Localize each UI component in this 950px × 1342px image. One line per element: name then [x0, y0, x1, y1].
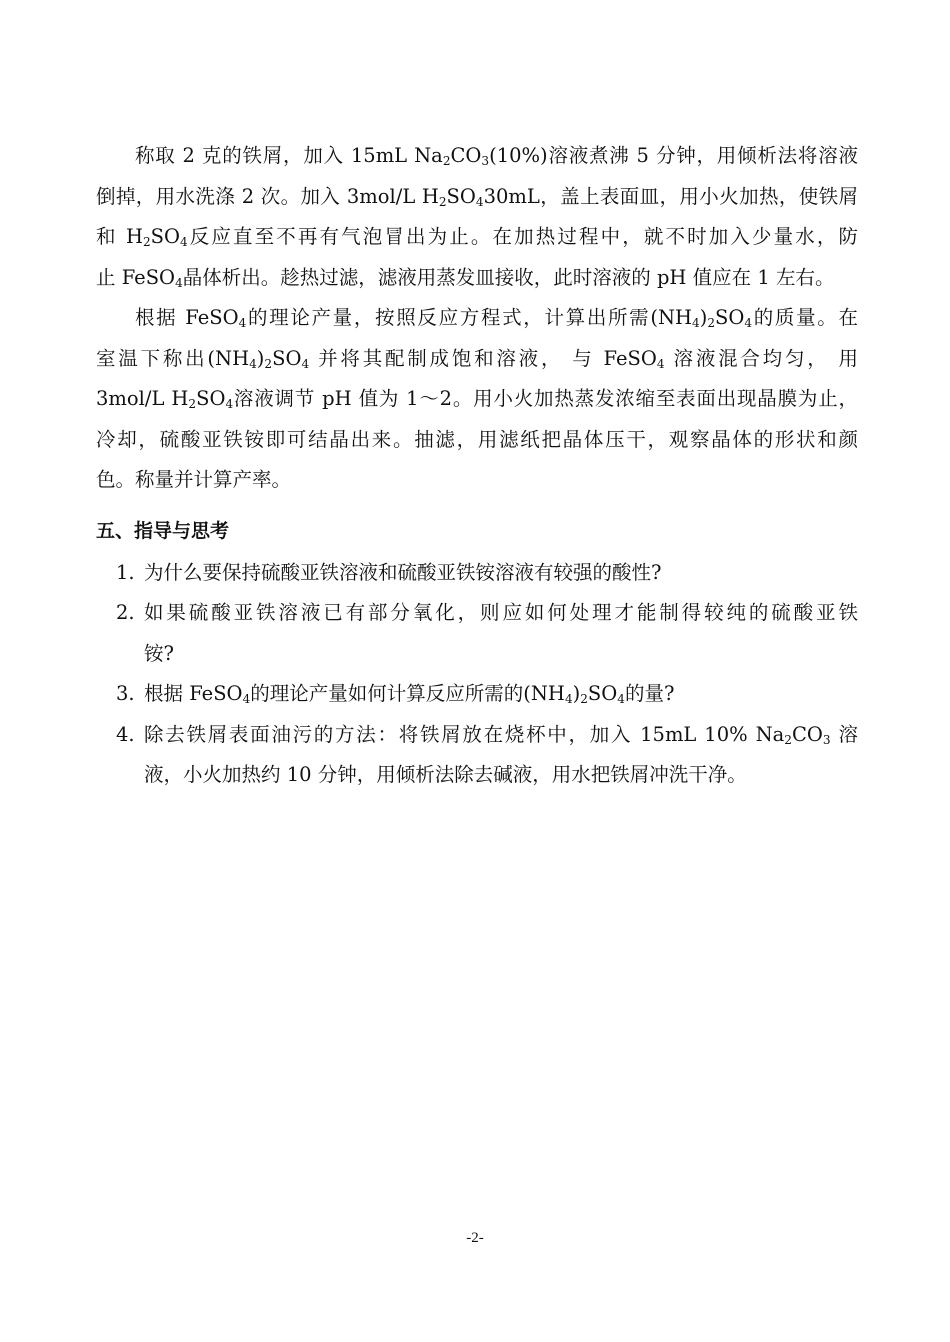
section-heading: 五、指导与思考	[96, 519, 230, 542]
subscript: 2	[142, 235, 151, 250]
paragraph-line: 和 $H_2SO_4$反应直至不再有气泡冒出为止。在加热过程中，就不时加入少量水，防	[96, 225, 858, 250]
subscript: 2	[580, 692, 588, 707]
subscript: 4	[744, 316, 753, 331]
subscript: 2	[442, 154, 451, 169]
subscript: 4	[225, 397, 234, 412]
page-number: -2-	[466, 1230, 484, 1246]
question-item	[96, 553, 858, 594]
question-line: 液，小火加热约 10 分钟，用倾析法除去碱液，用水把铁屑冲洗干净。	[144, 763, 747, 786]
subscript: 2	[784, 732, 792, 747]
paragraph	[96, 298, 858, 501]
question-item	[96, 715, 858, 796]
subscript: 4	[180, 235, 188, 250]
subscript: 4	[564, 692, 573, 707]
subscript: 4	[242, 692, 251, 707]
subscript: 3	[822, 732, 831, 747]
body-paragraphs	[96, 136, 858, 501]
subscript: 2	[438, 194, 447, 209]
paragraph-line: 根据 FeSO$_4$的理论产量，按照反应方程式，计算出所需$(NH_4)_2SO_4$的质量。在	[135, 306, 858, 331]
subscript: 4	[249, 356, 257, 371]
question-line: 铵?	[144, 641, 174, 665]
question-line: 除去铁屑表面油污的方法：将铁屑放在烧杯中，加入 15mL 10% $Na_2CO_3$ 溶	[144, 722, 858, 747]
subscript: 4	[617, 692, 625, 707]
question-number: 2.	[116, 601, 135, 624]
page-content	[96, 136, 858, 796]
question-number: 3.	[116, 682, 135, 705]
question-item	[96, 674, 858, 715]
question-number: 4.	[116, 722, 135, 746]
paragraph-line: 冷却，硫酸亚铁铵即可结晶出来。抽滤，用滤纸把晶体压干，观察晶体的形状和颜	[96, 427, 858, 451]
paragraph-line: 色。称量并计算产率。	[96, 468, 292, 491]
paragraph	[96, 136, 858, 298]
question-item	[96, 593, 858, 674]
subscript: 2	[188, 397, 197, 412]
subscript: 4	[692, 316, 700, 331]
question-line: 为什么要保持硫酸亚铁溶液和硫酸亚铁铵溶液有较强的酸性?	[144, 560, 662, 584]
subscript: 4	[301, 356, 310, 371]
subscript: 2	[707, 316, 716, 331]
subscript: 3	[481, 154, 490, 169]
paragraph-line: 3mol/L $H_2SO_4$溶液调节 pH 值为 1～2。用小火加热蒸发浓缩至表面出现晶膜为止，	[96, 387, 858, 412]
paragraph-line: 称取 2 克的铁屑，加入 15mL $Na_2CO_3(10\%)$溶液煮沸 5 分钟，用倾析法将溶液	[135, 144, 858, 169]
subscript: 4	[175, 275, 183, 290]
subscript: 4	[656, 356, 665, 371]
paragraph-line: 室温下称出$(NH_4)_2SO_4$ 并将其配制成饱和溶液， 与 FeSO$_4$ 溶液混合均匀， 用	[96, 346, 858, 371]
question-number: 1.	[116, 560, 135, 584]
subscript: 4	[238, 316, 247, 331]
paragraph-line: 倒掉，用水洗涤 2 次。加入 3mol/L $H_2SO_430mL$，盖上表面皿，用小火加热，使铁屑	[96, 184, 858, 209]
subscript: 2	[264, 356, 273, 371]
subscript: 4	[475, 194, 484, 209]
question-list	[96, 553, 858, 796]
question-line: 如果硫酸亚铁溶液已有部分氧化，则应如何处理才能制得较纯的硫酸亚铁	[144, 601, 858, 624]
paragraph-line: 止 FeSO$_4$晶体析出。趁热过滤，滤液用蒸发皿接收，此时溶液的 pH 值应在 1 左右。	[96, 265, 835, 290]
question-line: 根据 FeSO$_4$的理论产量如何计算反应所需的$(NH_4)_2SO_4$的量?	[144, 682, 675, 707]
